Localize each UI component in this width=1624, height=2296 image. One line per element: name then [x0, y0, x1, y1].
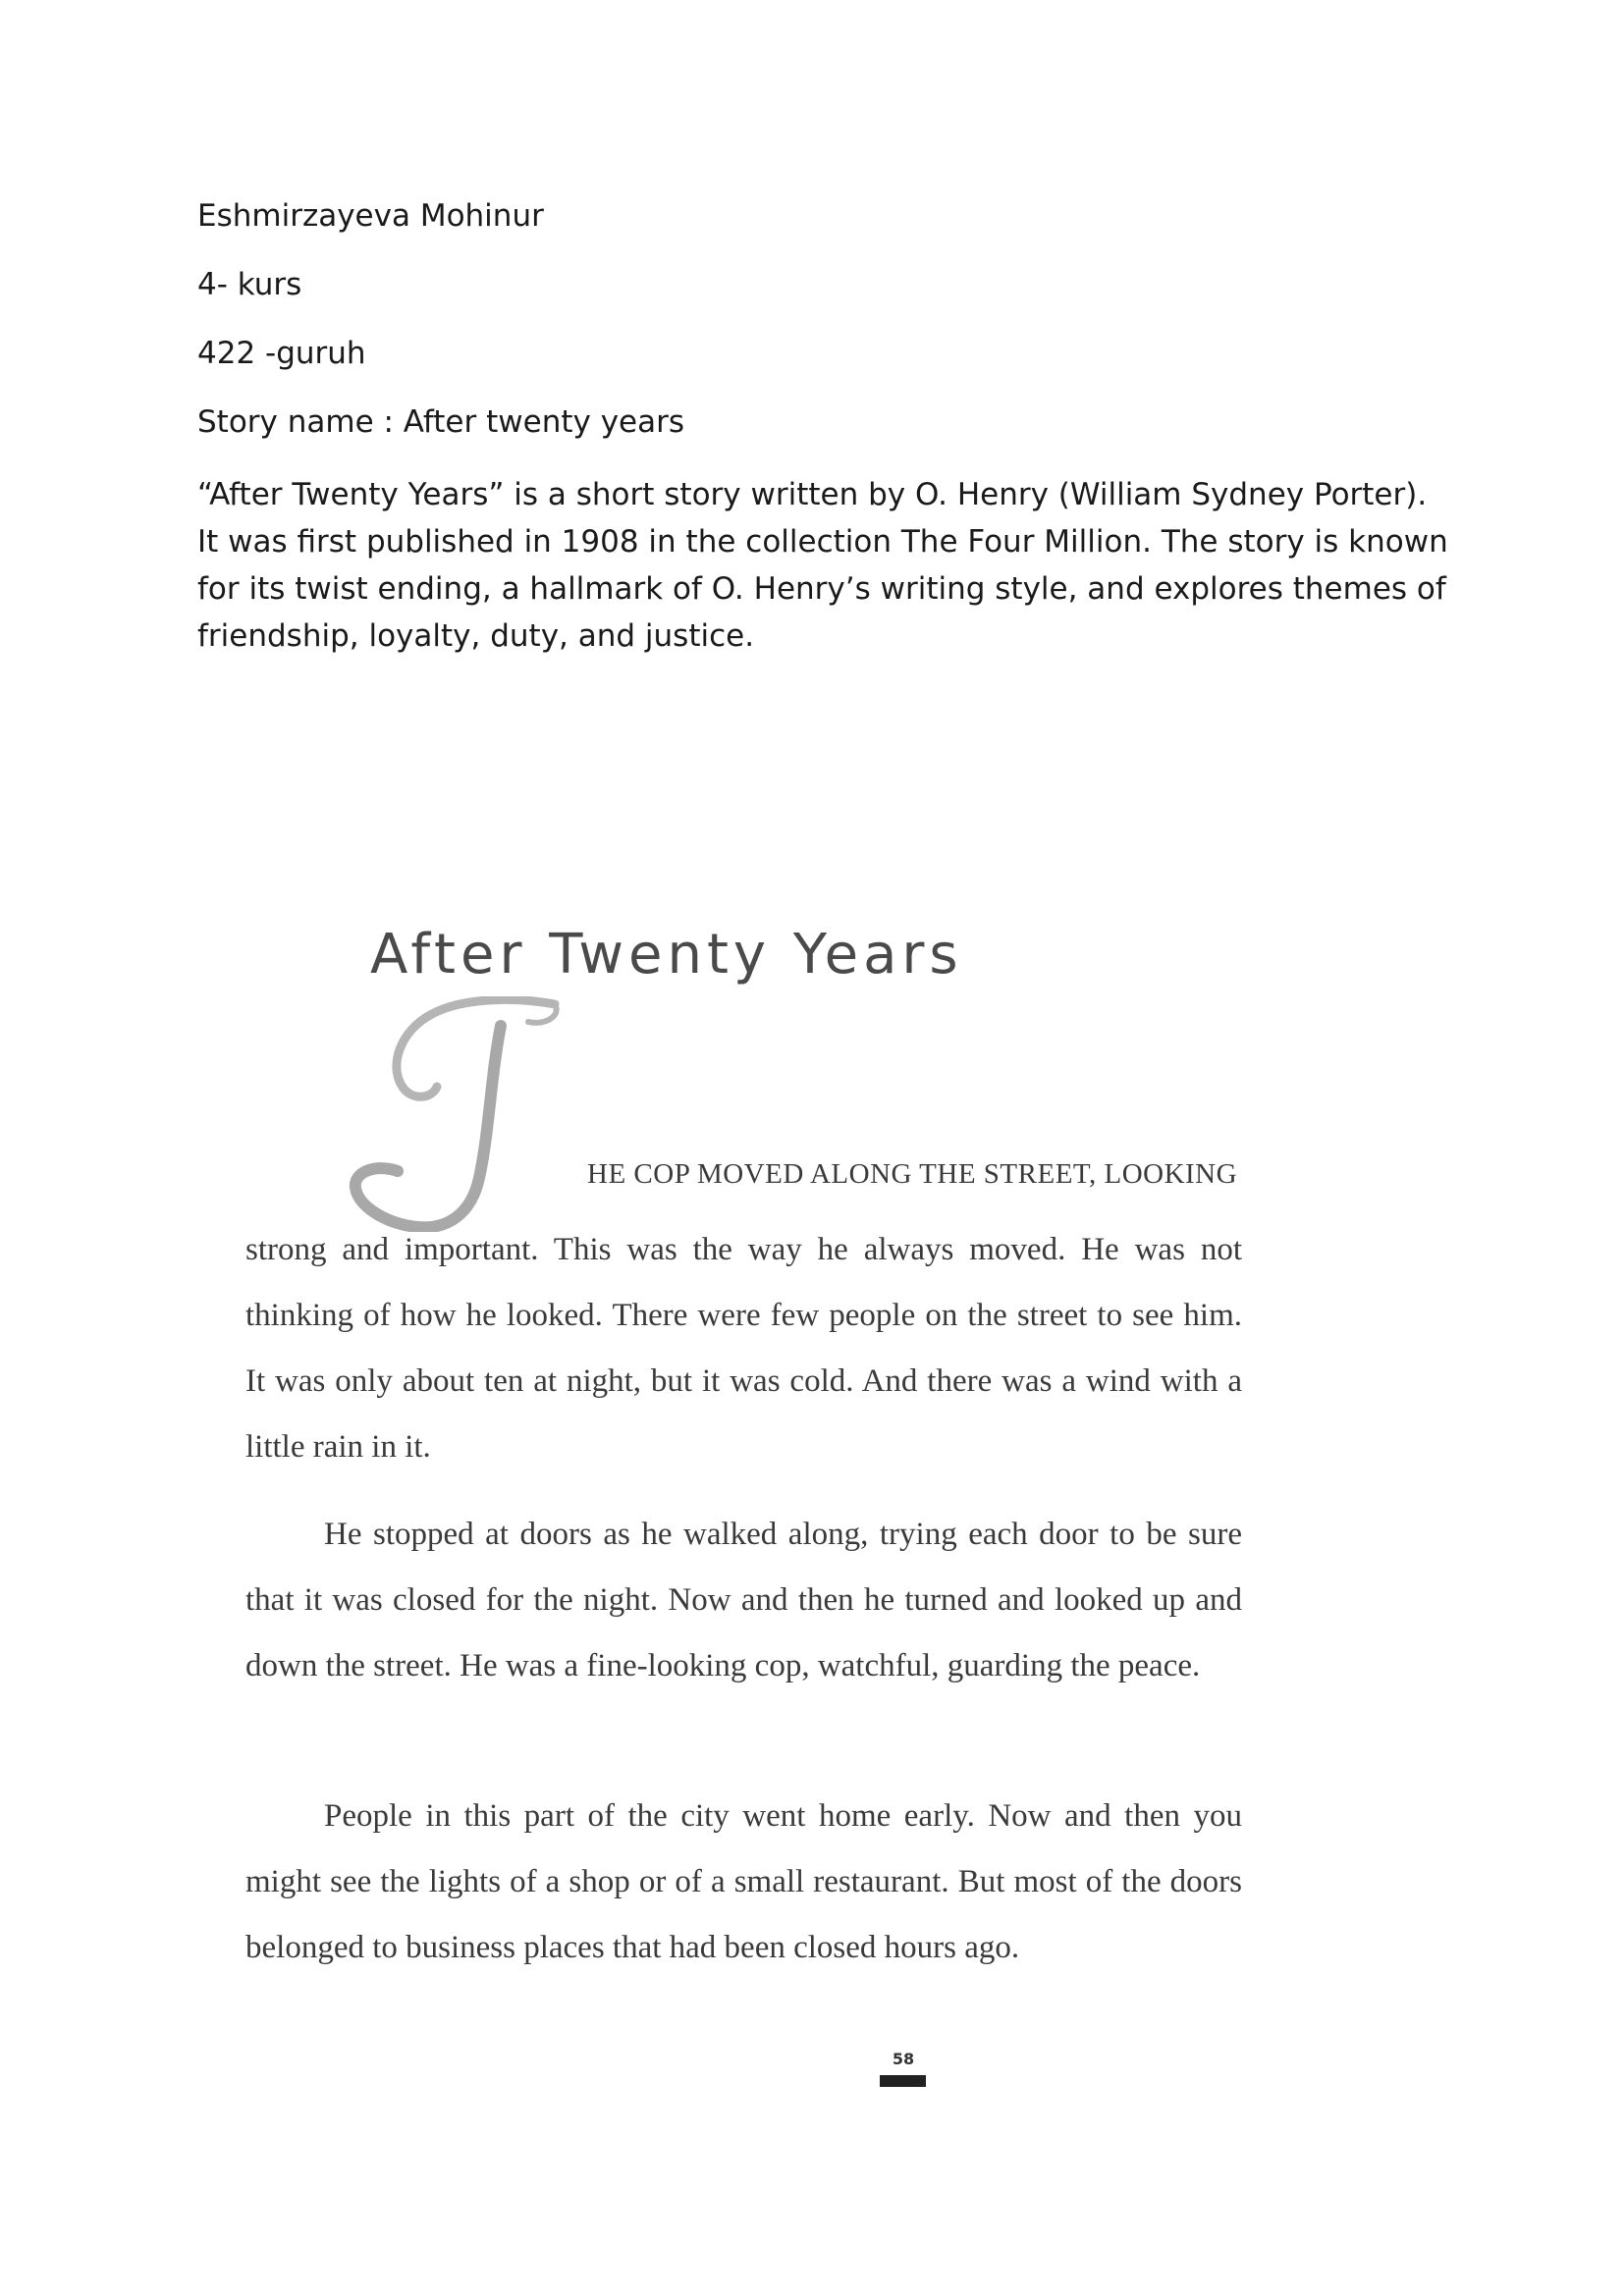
dropcap-letter: T	[344, 996, 345, 997]
story-name-line: Story name : After twenty years	[197, 404, 684, 440]
intro-paragraph: “After Twenty Years” is a short story written by O. Henry (William Sydney Porter). It was first published in 1908 in the collection The Four Million. The story is known for its twist ending, a hallmark of O. Henry’s writing style, and explores themes of friendship, loyalty, duty, and justice.	[197, 477, 1448, 654]
story-title: After Twenty Years	[370, 923, 963, 987]
page-number-bar	[880, 2075, 926, 2087]
story-paragraph-2: He stopped at doors as he walked along, trying each door to be sure that it was closed for the night. Now and then he turned and looked up and down the street. He was a fine-looking cop, watchful, guarding the peace.	[245, 1517, 1242, 1683]
student-course: 4- kurs	[197, 267, 302, 302]
story-first-line: HE COP MOVED ALONG THE STREET, LOOKING	[587, 1158, 1238, 1190]
page-number: 58	[892, 2050, 915, 2068]
student-group: 422 -guruh	[197, 336, 366, 371]
student-info	[197, 196, 1454, 660]
story-paragraph-3: People in this part of the city went home early. Now and then you might see the lights of a shop or of a small restaurant. But most of the doors belonged to business places that had been closed hours ago.	[245, 1798, 1242, 1965]
student-name: Eshmirzayeva Mohinur	[197, 198, 544, 234]
dropcap-t-ornament	[344, 996, 574, 1232]
story-paragraph-1: strong and important. This was the way he always moved. He was not thinking of how he looked. There were few people on the street to see him. It was only about ten at night, but it was cold. And there was a wind with a little rain in it.	[245, 1232, 1242, 1465]
